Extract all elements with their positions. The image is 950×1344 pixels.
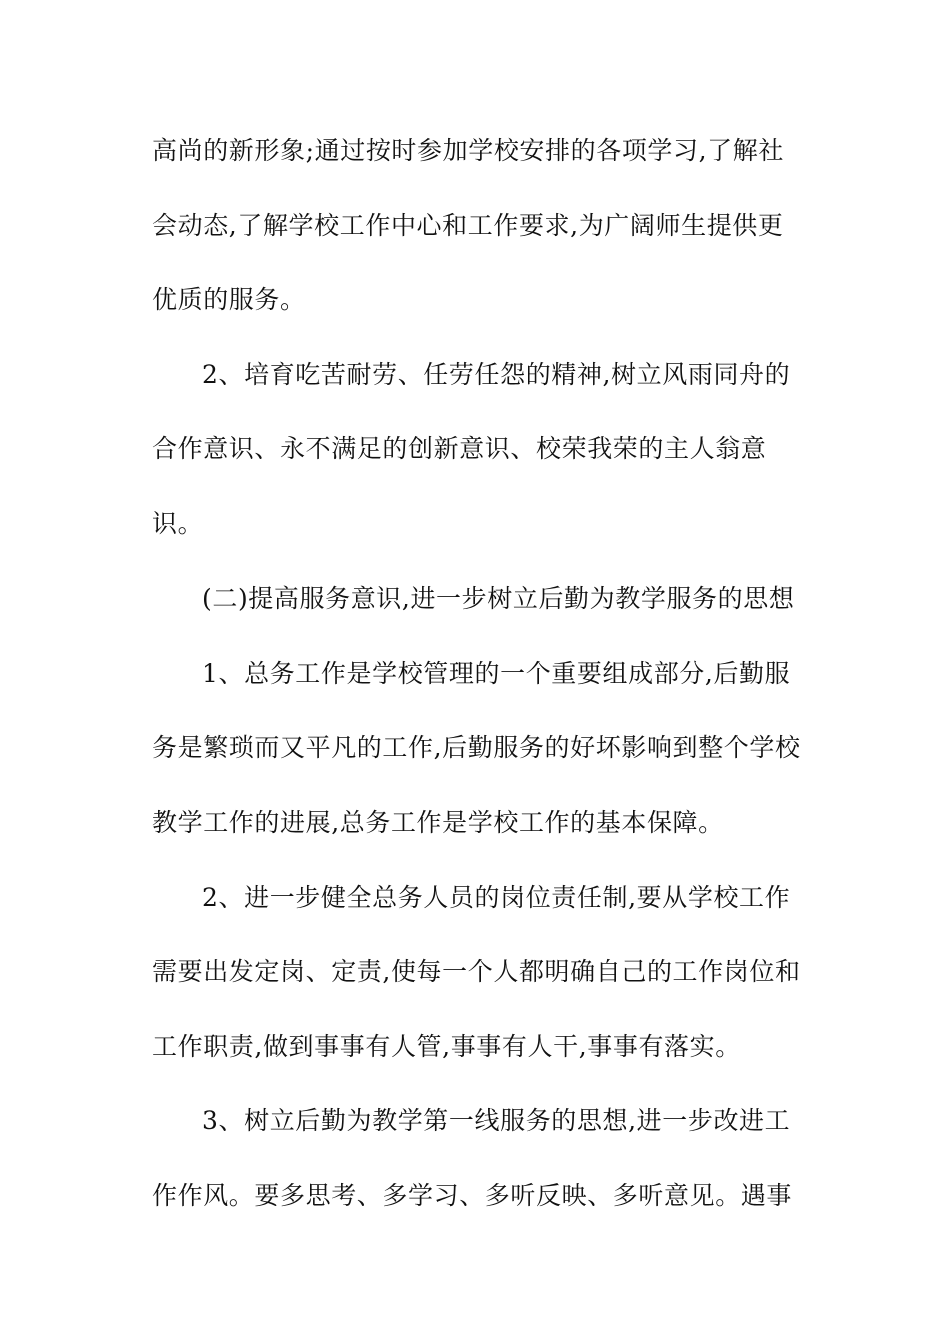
paragraph-start-line: 1、总务工作是学校管理的一个重要组成部分,后勤服: [202, 659, 791, 688]
text-line: 高尚的新形象;通过按时参加学校安排的各项学习,了解社: [152, 136, 784, 165]
text-line: 合作意识、永不满足的创新意识、校荣我荣的主人翁意: [152, 434, 767, 463]
paragraph-start-line: 3、树立后勤为教学第一线服务的思想,进一步改进工: [202, 1106, 791, 1135]
text-line: 工作职责,做到事事有人管,事事有人干,事事有落实。: [152, 1032, 741, 1061]
text-line: 优质的服务。: [152, 285, 306, 314]
text-line: 教学工作的进展,总务工作是学校工作的基本保障。: [152, 808, 724, 837]
section-heading: (二)提高服务意识,进一步树立后勤为教学服务的思想: [202, 584, 795, 613]
paragraph-start-line: 2、培育吃苦耐劳、任劳任怨的精神,树立风雨同舟的: [202, 360, 791, 389]
text-line: 作作风。要多思考、多学习、多听反映、多听意见。遇事: [152, 1181, 793, 1210]
text-line: 务是繁琐而又平凡的工作,后勤服务的好坏影响到整个学校: [152, 733, 801, 762]
text-line: 会动态,了解学校工作中心和工作要求,为广阔师生提供更: [152, 211, 784, 240]
text-line: 识。: [152, 509, 204, 538]
paragraph-start-line: 2、进一步健全总务人员的岗位责任制,要从学校工作: [202, 883, 791, 912]
text-line: 需要出发定岗、定责,使每一个人都明确自己的工作岗位和: [152, 957, 801, 986]
